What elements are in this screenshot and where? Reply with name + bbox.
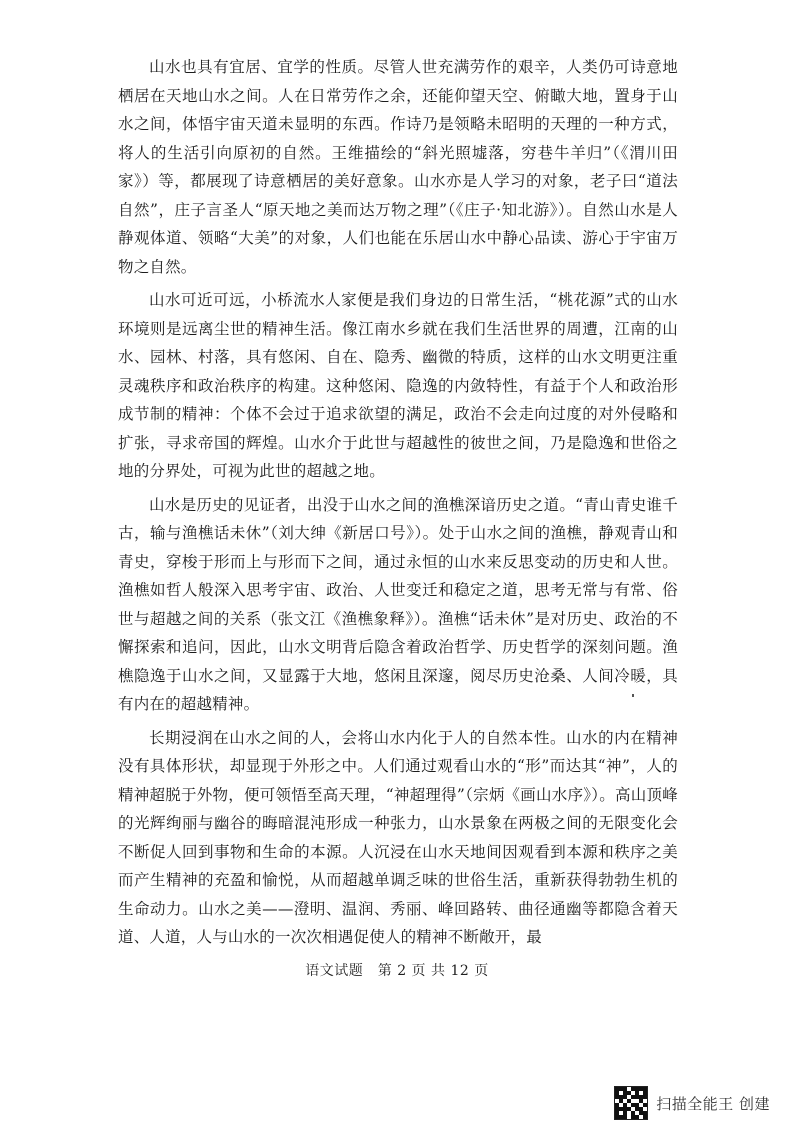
qr-code-icon: [614, 1086, 648, 1120]
body-text: [118, 53, 678, 952]
page-footer: 语文试题 第 2 页 共 12 页: [305, 963, 489, 979]
scanner-watermark: [614, 1086, 770, 1120]
watermark-text: 扫描全能王 创建: [656, 1094, 770, 1113]
paragraph-1: 山水也具有宜居、宜学的性质。尽管人世充满劳作的艰辛，人类仍可诗意地栖居在天地山水之间。人在日常劳作之余，还能仰望天空、俯瞰大地，置身于山水之间，体悟宇宙天道未显明的东西。作诗乃是领略未昭明的天理的一种方式，将人的生活引向原初的自然。王维描绘的“斜光照墟落，穷巷牛羊归”（《渭川田家》）等，都展现了诗意栖居的美好意象。山水亦是人学习的对象，老子曰“道法自然”，庄子言圣人“原天地之美而达万物之理”（《庄子·知北游》）。自然山水是人静观体道、领略“大美”的对象，人们也能在乐居山水中静心品读、游心于宇宙万物之自然。: [118, 58, 678, 276]
paragraph-3: 山水是历史的见证者，出没于山水之间的渔樵深谙历史之道。“青山青史谁千古，输与渔樵话未休”（刘大绅《新居口号》）。处于山水之间的渔樵，静观青山和青史，穿梭于形而上与形而下之间，通过永恒的山水来反思变动的历史和人世。渔樵如哲人般深入思考宇宙、政治、人世变迁和稳定之道，思考无常与有常、俗世与超越之间的关系（张文江《渔樵象释》）。渔樵“话未休”是对历史、政治的不懈探索和追问，因此，山水文明背后隐含着政治哲学、历史哲学的深刻问题。渔樵隐逸于山水之间，又显露于大地，悠闲且深邃，阅尽历史沧桑、人间冷暖，具有内在的超越精神。: [118, 495, 678, 713]
paragraph-4: 长期浸润在山水之间的人，会将山水内化于人的自然本性。山水的内在精神没有具体形状，却显现于外形之中。人们通过观看山水的“形”而达其“神”，人的精神超脱于外物，便可领悟至高天理，“神超理得”（宗炳《画山水序》）。高山顶峰的光辉绚丽与幽谷的晦暗混沌形成一种张力，山水景象在两极之间的无限变化会不断促人回到事物和生命的本源。人沉浸在山水天地间因观看到本源和秩序之美而产生精神的充盈和愉悦，从而超越单调乏味的世俗生活，重新获得勃勃生机的生命动力。山水之美——澄明、温润、秀丽、峰回路转、曲径通幽等都隐含着天道、人道，人与山水的一次次相遇促使人的精神不断敞开，最: [118, 728, 678, 946]
paragraph-2: 山水可近可远，小桥流水人家便是我们身边的日常生活，“桃花源”式的山水环境则是远离尘世的精神生活。像江南水乡就在我们生活世界的周遭，江南的山水、园林、村落，具有悠闲、自在、隐秀、幽微的特质，这样的山水文明更注重灵魂秩序和政治秩序的构建。这种悠闲、隐逸的内敛特性，有益于个人和政治形成节制的精神：个体不会过于追求欲望的满足，政治不会走向过度的对外侵略和扩张，寻求帝国的辉煌。山水介于此世与超越性的彼世之间，乃是隐逸和世俗之地的分界处，可视为此世的超越之地。: [118, 291, 678, 480]
scan-speck: [632, 694, 634, 697]
